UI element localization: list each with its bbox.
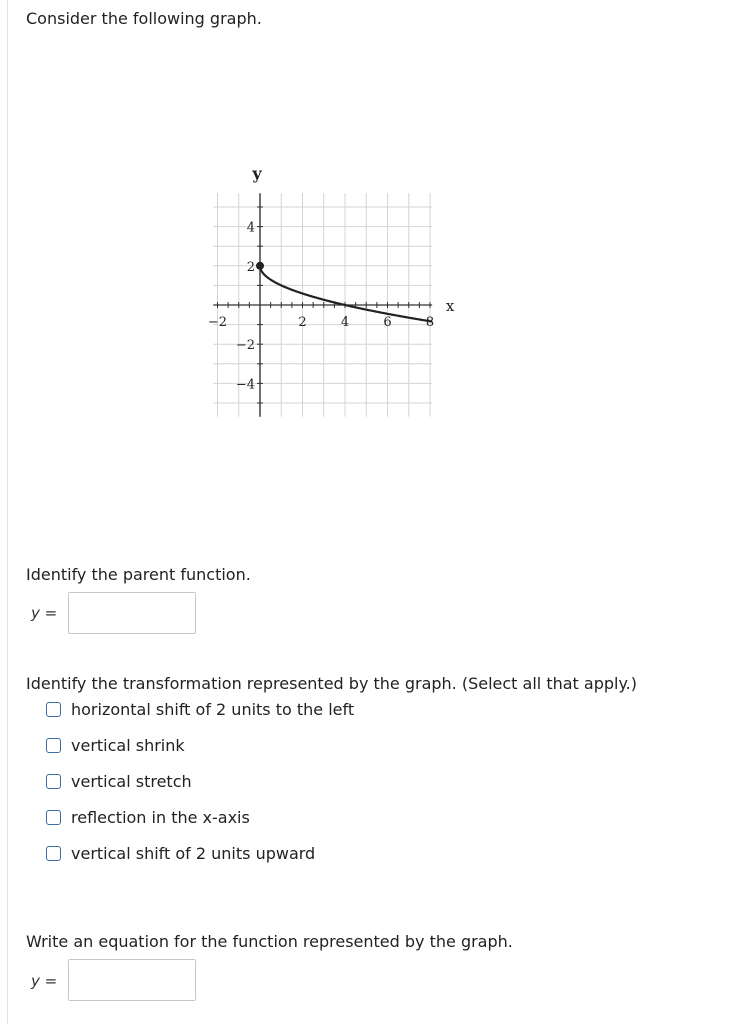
option-label: horizontal shift of 2 units to the left [71, 699, 355, 719]
checkbox[interactable] [46, 846, 61, 861]
y-tick-label: 4 [246, 220, 255, 236]
parent-function-var: y [31, 604, 40, 622]
parent-function-prompt: Identify the parent function. [26, 565, 251, 584]
parent-function-label [31, 604, 57, 622]
option-label: vertical stretch [71, 771, 192, 791]
start-point [256, 262, 264, 270]
equation-eq: = [44, 972, 58, 990]
parent-function-eq: = [44, 604, 58, 622]
checkbox[interactable] [46, 738, 61, 753]
function-curve [260, 266, 432, 322]
x-tick-label: 2 [298, 315, 307, 330]
y-tick-label: 2 [246, 259, 255, 275]
option-horizontal-shift[interactable] [46, 698, 354, 720]
equation-prompt: Write an equation for the function represented by the graph. [26, 932, 513, 951]
checkbox[interactable] [46, 774, 61, 789]
equation-label [31, 972, 57, 990]
option-vertical-shift[interactable] [46, 842, 315, 864]
x-axis-label: x [445, 297, 455, 315]
option-reflection[interactable] [46, 806, 250, 828]
left-border [7, 0, 8, 1024]
option-label: reflection in the x-axis [71, 807, 250, 827]
equation-input[interactable] [68, 959, 196, 1001]
checkbox[interactable] [46, 810, 61, 825]
option-label: vertical shrink [71, 735, 185, 755]
x-tick-label: 8 [425, 315, 435, 330]
x-tick-label: 4 [340, 315, 350, 330]
y-axis-label: y [252, 164, 262, 184]
checkbox[interactable] [46, 702, 61, 717]
equation-var: y [31, 972, 40, 990]
function-graph [150, 55, 630, 530]
option-label: vertical shift of 2 units upward [71, 843, 316, 863]
x-tick-label: 6 [383, 315, 392, 330]
y-tick-label: −4 [235, 377, 255, 393]
option-vertical-stretch[interactable] [46, 770, 192, 792]
y-tick-label: −2 [235, 338, 255, 354]
option-vertical-shrink[interactable] [46, 734, 185, 756]
x-tick-label: −2 [207, 315, 228, 330]
intro-text: Consider the following graph. [26, 9, 262, 28]
parent-function-input[interactable] [68, 592, 196, 634]
transformation-prompt: Identify the transformation represented by the graph. (Select all that apply.) [26, 674, 637, 693]
